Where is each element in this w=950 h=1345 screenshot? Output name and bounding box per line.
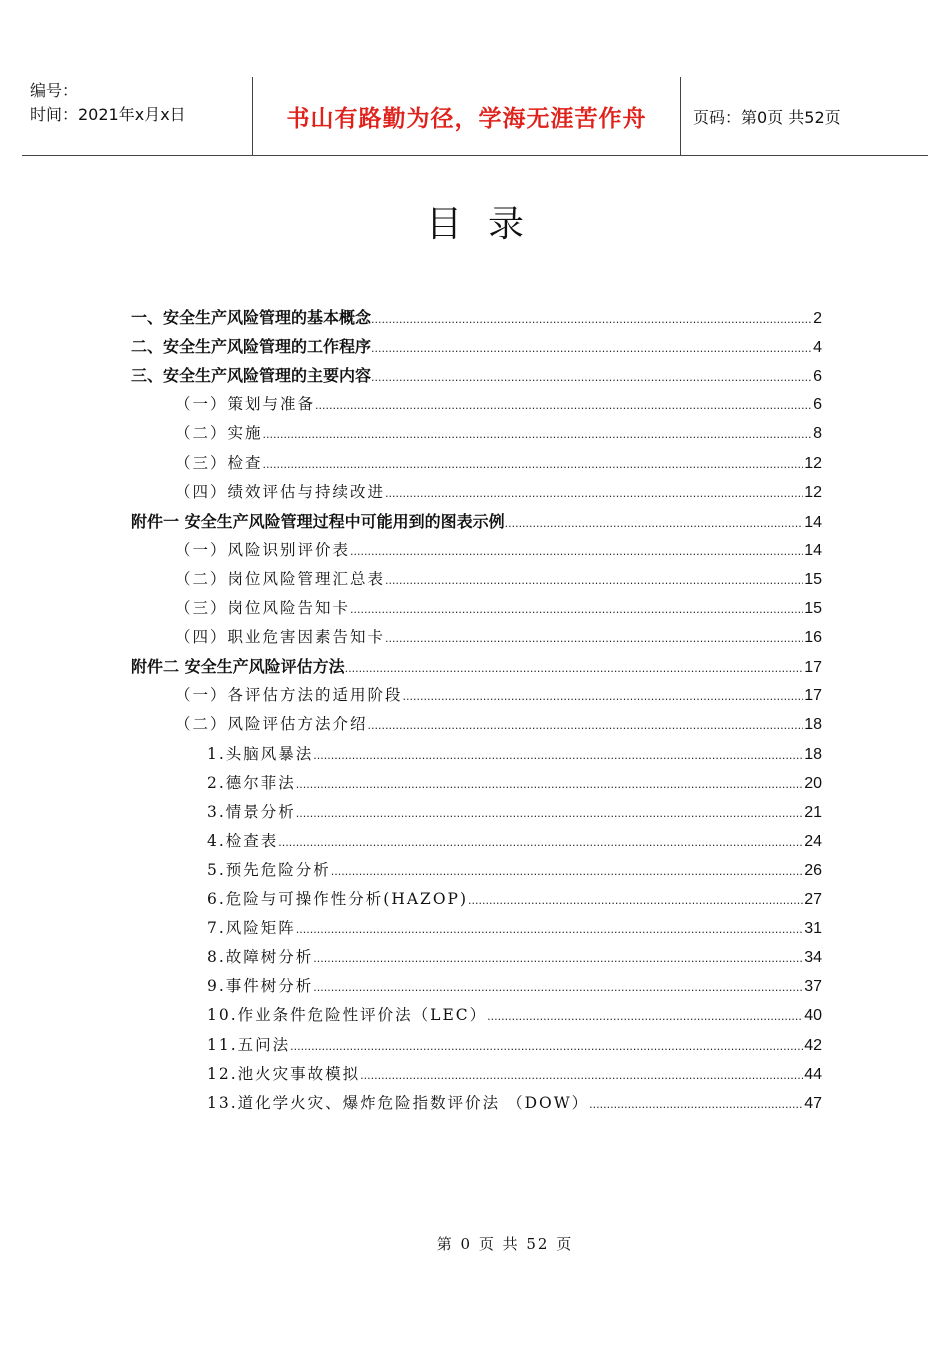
toc-entry-page: 24 xyxy=(804,832,822,850)
toc-leader-dots xyxy=(315,399,812,412)
toc-entry[interactable] xyxy=(175,480,822,508)
toc-leader-dots xyxy=(278,836,803,849)
toc-entry-page: 6 xyxy=(813,368,822,386)
toc-entry-page: 34 xyxy=(804,949,822,967)
toc-entry[interactable] xyxy=(207,916,822,944)
toc-entry-label: （三）岗位风险告知卡 xyxy=(175,599,351,617)
page-footer: 第 0 页 共 52 页 xyxy=(436,1235,574,1253)
toc-leader-dots xyxy=(263,428,813,441)
header-page-info: 页码：第0页 共52页 xyxy=(693,107,841,127)
toc-entry[interactable] xyxy=(207,1003,822,1031)
toc-leader-dots xyxy=(403,690,804,703)
toc-entry-label: 附件一 安全生产风险管理过程中可能用到的图表示例 xyxy=(131,511,505,531)
toc-entry[interactable] xyxy=(207,829,822,857)
toc-entry[interactable] xyxy=(131,334,822,362)
toc-leader-dots xyxy=(296,778,803,791)
page-header xyxy=(22,77,928,156)
toc-leader-dots xyxy=(468,894,803,907)
toc-entry-page: 47 xyxy=(804,1094,822,1112)
toc-entry[interactable] xyxy=(207,1033,822,1061)
toc-entry-label: 二、安全生产风险管理的工作程序 xyxy=(131,337,372,357)
toc-entry[interactable] xyxy=(131,363,822,391)
toc-entry-page: 14 xyxy=(804,541,822,559)
toc-entry-page: 18 xyxy=(804,745,822,763)
toc-entry-page: 17 xyxy=(804,687,822,705)
toc-entry-page: 15 xyxy=(804,600,822,617)
toc-entry[interactable] xyxy=(175,596,822,624)
toc-entry-page: 20 xyxy=(804,774,822,792)
toc-entry-label: 4.检查表 xyxy=(207,831,279,850)
toc-leader-dots xyxy=(371,313,812,326)
toc-entry[interactable] xyxy=(175,625,822,653)
toc-leader-dots xyxy=(350,545,803,558)
page-title: 目录 xyxy=(425,204,550,245)
toc-entry[interactable] xyxy=(207,858,822,886)
toc-entry-label: （四）职业危害因素告知卡 xyxy=(175,628,386,647)
toc-entry[interactable] xyxy=(175,421,822,449)
toc-entry-label: 10.作业条件危险性评价法（LEC） xyxy=(207,1006,488,1025)
document-number-label: 编号： xyxy=(30,81,79,100)
toc-entry-label: （一）策划与准备 xyxy=(175,395,316,414)
toc-entry-label: 2.德尔菲法 xyxy=(207,773,296,792)
toc-entry[interactable] xyxy=(207,742,822,770)
toc-entry[interactable] xyxy=(207,1091,822,1119)
toc-entry-page: 6 xyxy=(813,396,822,414)
toc-entry-page: 4 xyxy=(813,339,822,357)
toc-entry[interactable] xyxy=(207,771,822,799)
toc-leader-dots xyxy=(350,603,803,616)
toc-entry-label: （四）绩效评估与持续改进 xyxy=(175,482,386,501)
header-motto: 书山有路勤为径，学海无涯苦作舟 xyxy=(253,77,681,155)
toc-entry-page: 40 xyxy=(804,1007,822,1025)
toc-leader-dots xyxy=(371,342,812,355)
header-meta xyxy=(22,77,253,155)
toc-entry[interactable] xyxy=(175,392,822,420)
toc-entry-page: 31 xyxy=(804,920,822,938)
toc-leader-dots xyxy=(263,458,804,471)
toc-entry-label: 3.情景分析 xyxy=(207,802,296,821)
toc-leader-dots xyxy=(385,574,803,587)
toc-entry-page: 44 xyxy=(804,1065,822,1083)
toc-entry-page: 21 xyxy=(804,803,822,821)
toc-entry-page: 17 xyxy=(804,659,822,677)
toc-entry-label: 12.池火灾事故模拟 xyxy=(207,1064,361,1083)
toc-entry-page: 2 xyxy=(813,310,822,327)
toc-leader-dots xyxy=(313,749,803,762)
toc-leader-dots xyxy=(296,807,803,820)
toc-entry-label: 8.故障树分析 xyxy=(207,948,314,967)
toc-leader-dots xyxy=(368,719,804,732)
toc-entry-page: 42 xyxy=(804,1036,822,1054)
toc-leader-dots xyxy=(313,952,803,965)
toc-entry-label: （一）风险识别评价表 xyxy=(175,540,351,559)
toc-entry[interactable] xyxy=(131,654,822,682)
toc-leader-dots xyxy=(290,1040,803,1053)
toc-entry-page: 12 xyxy=(804,454,822,472)
toc-entry-page: 12 xyxy=(804,483,822,501)
toc-leader-dots xyxy=(296,923,803,936)
toc-entry-label: 三、安全生产风险管理的主要内容 xyxy=(131,366,372,386)
toc-leader-dots xyxy=(313,981,803,994)
toc-entry-label: 11.五问法 xyxy=(207,1035,291,1054)
toc-entry[interactable] xyxy=(207,974,822,1002)
toc-entry-page: 27 xyxy=(804,891,822,908)
toc-leader-dots xyxy=(385,632,803,645)
toc-entry-label: （三）检查 xyxy=(175,453,263,472)
toc-entry[interactable] xyxy=(207,800,822,828)
toc-entry-page: 37 xyxy=(804,978,822,996)
toc-entry[interactable] xyxy=(175,451,822,479)
toc-leader-dots xyxy=(385,487,803,500)
toc-entry-page: 16 xyxy=(804,629,822,647)
toc-entry-label: 附件二 安全生产风险评估方法 xyxy=(131,657,345,677)
toc-leader-dots xyxy=(487,1010,803,1023)
toc-entry[interactable] xyxy=(175,567,822,595)
toc-entry[interactable] xyxy=(207,945,822,973)
toc-leader-dots xyxy=(589,1098,803,1111)
toc-entry-page: 18 xyxy=(804,716,822,734)
toc-entry[interactable] xyxy=(131,305,822,333)
toc-entry-label: 7.风险矩阵 xyxy=(207,919,296,938)
toc-entry[interactable] xyxy=(175,538,822,566)
toc-entry-page: 15 xyxy=(804,570,822,588)
toc-leader-dots xyxy=(345,662,804,675)
toc-entry[interactable] xyxy=(175,683,822,711)
toc-entry-label: 6.危险与可操作性分析(HAZOP) xyxy=(207,890,469,908)
toc-leader-dots xyxy=(371,371,812,384)
toc-entry-label: （一）各评估方法的适用阶段 xyxy=(175,686,403,705)
toc-entry-label: （二）实施 xyxy=(175,424,263,443)
toc-entry-label: 9.事件树分析 xyxy=(207,977,314,996)
toc-entry-label: （二）岗位风险管理汇总表 xyxy=(175,569,386,588)
toc-entry-label: 13.道化学火灾、爆炸危险指数评价法 （DOW） xyxy=(207,1093,590,1112)
toc-entry-page: 8 xyxy=(813,425,822,443)
toc-entry-page: 26 xyxy=(804,861,822,879)
toc-leader-dots xyxy=(360,1069,803,1082)
document-time-label: 时间：2021年x月x日 xyxy=(30,105,186,124)
toc-entry[interactable] xyxy=(207,1062,822,1090)
toc-entry-label: 5.预先危险分析 xyxy=(207,860,331,879)
toc-entry-label: （二）风险评估方法介绍 xyxy=(175,715,368,734)
toc-entry[interactable] xyxy=(175,712,822,740)
toc-entry[interactable] xyxy=(131,509,822,537)
toc-entry-label: 1.头脑风暴法 xyxy=(207,744,314,763)
toc-entry[interactable] xyxy=(207,887,822,915)
toc-leader-dots xyxy=(505,517,804,530)
toc-entry-label: 一、安全生产风险管理的基本概念 xyxy=(131,308,372,327)
toc-entry-page: 14 xyxy=(804,513,822,531)
toc-leader-dots xyxy=(331,865,803,878)
